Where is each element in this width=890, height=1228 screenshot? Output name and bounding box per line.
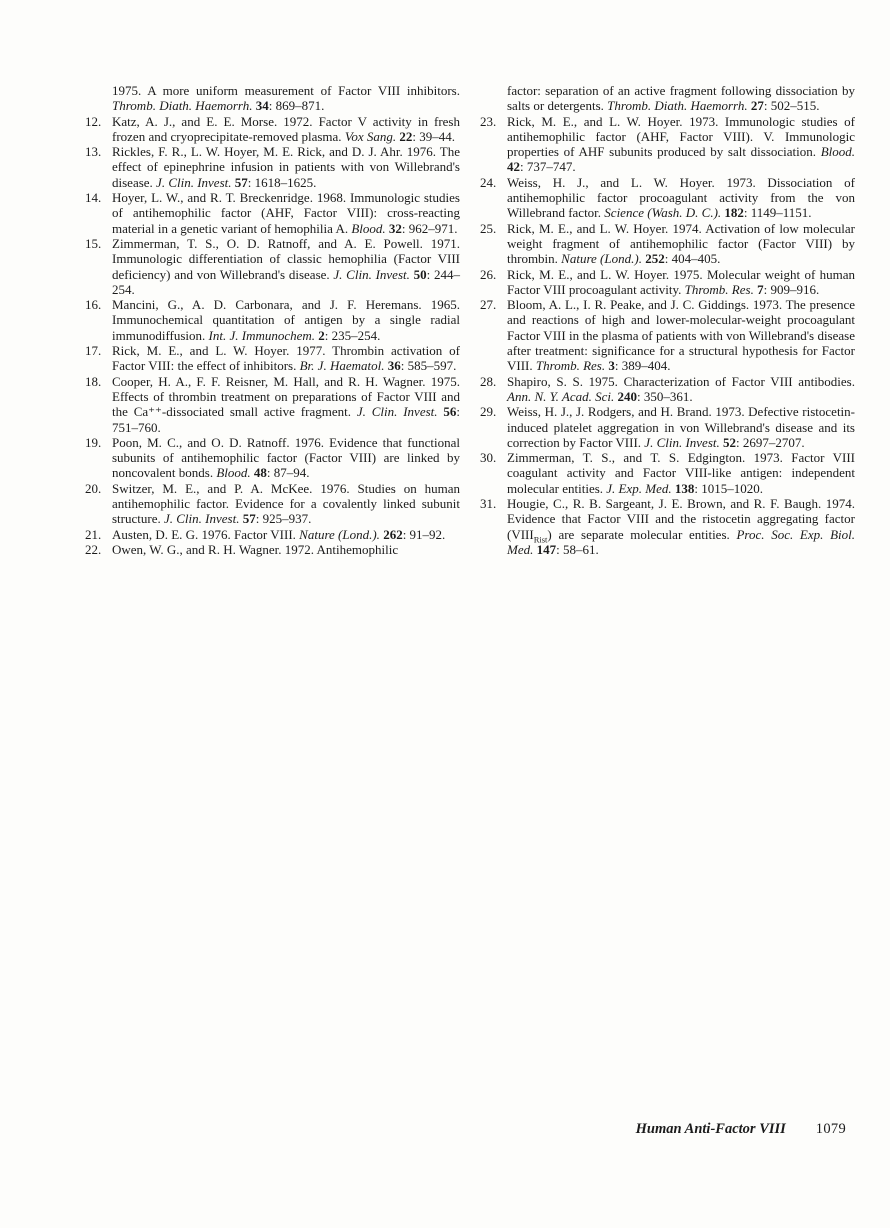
reference-text: Rick, M. E., and L. W. Hoyer. 1974. Activation of low molecular weight fragment of antihemophilic factor (Factor VIII) by thrombin. Nature (Lond.). 252: 404–405. (507, 220, 855, 267)
reference-text: Rick, M. E., and L. W. Hoyer. 1977. Thrombin activation of Factor VIII: the effect of inhibitors. Br. J. Haematol. 36: 585–597. (112, 343, 460, 374)
reference-item (85, 374, 460, 435)
reference-number: 18. (85, 373, 102, 389)
reference-number: 31. (480, 496, 497, 512)
reference-text: Switzer, M. E., and P. A. McKee. 1976. Studies on human antihemophilic factor. Evidence for a covalently linked subunit structure. J. Clin. Invest. 57: 925–937. (112, 480, 460, 527)
reference-text: 1975. A more uniform measurement of Factor VIII inhibitors. Thromb. Diath. Haemorrh. 34: 869–871. (112, 83, 460, 114)
reference-item (85, 527, 460, 542)
reference-item (85, 435, 460, 481)
reference-item (85, 343, 460, 374)
reference-item (480, 496, 855, 557)
reference-text: Bloom, A. L., I. R. Peake, and J. C. Giddings. 1973. The presence and reactions of high and lower-molecular-weight procoagulant Factor VIII in the plasma of patients with von Willebrand's disease after treatment: significance for a structural hypothesis for Factor VIII. Thromb. Res. 3: 389–404. (507, 297, 855, 374)
reference-item (85, 114, 460, 145)
reference-number: 16. (85, 297, 102, 313)
reference-number: 25. (480, 220, 497, 236)
reference-item (480, 450, 855, 496)
reference-text: Weiss, H. J., J. Rodgers, and H. Brand. 1973. Defective ristocetin-induced platelet aggregation in von Willebrand's disease and its correction by Factor VIII. J. Clin. Invest. 52: 2697–2707. (507, 404, 855, 450)
reference-item (480, 297, 855, 373)
reference-text: factor: separation of an active fragment following dissociation by salts or detergents. Thromb. Diath. Haemorrh. 27: 502–515. (507, 83, 855, 114)
reference-number: 15. (85, 235, 102, 251)
reference-item (85, 236, 460, 297)
reference-item (480, 374, 855, 405)
reference-text: Katz, A. J., and E. E. Morse. 1972. Factor V activity in fresh frozen and cryoprecipitate-removed plasma. Vox Sang. 22: 39–44. (112, 113, 460, 144)
reference-number: 17. (85, 343, 102, 359)
reference-number: 14. (85, 190, 102, 206)
reference-number: 29. (480, 404, 497, 420)
reference-item (85, 297, 460, 343)
reference-item (480, 221, 855, 267)
reference-number: 30. (480, 450, 497, 466)
reference-item (85, 190, 460, 236)
reference-text: Zimmerman, T. S., and T. S. Edgington. 1973. Factor VIII coagulant activity and Factor VIII-like antigen: independent molecular entities. J. Exp. Med. 138: 1015–1020. (507, 450, 855, 496)
reference-number: 22. (85, 541, 102, 557)
reference-number: 24. (480, 174, 497, 190)
references-column-right (480, 83, 855, 557)
reference-continuation (85, 83, 460, 114)
page-footer (636, 1121, 846, 1138)
reference-item (480, 175, 855, 221)
reference-item (85, 481, 460, 527)
reference-number: 20. (85, 480, 102, 496)
reference-text: Hougie, C., R. B. Sargeant, J. E. Brown, and R. F. Baugh. 1974. Evidence that Factor VIII and the ristocetin aggregating factor $(VIII_{Rist})$ are separate molecular entities. Proc. Soc. Exp. Biol. Med. 147: 58–61. (507, 496, 855, 557)
references-column-left (85, 83, 460, 557)
reference-number: 21. (85, 526, 102, 542)
reference-number: 26. (480, 266, 497, 282)
reference-item (480, 404, 855, 450)
reference-text: Owen, W. G., and R. H. Wagner. 1972. Antihemophilic (112, 541, 399, 557)
reference-text: Rick, M. E., and L. W. Hoyer. 1975. Molecular weight of human Factor VIII procoagulant activity. Thromb. Res. 7: 909–916. (507, 266, 855, 297)
reference-item (85, 144, 460, 190)
reference-text: Austen, D. E. G. 1976. Factor VIII. Nature (Lond.). 262: 91–92. (112, 526, 446, 542)
reference-text: Rick, M. E., and L. W. Hoyer. 1973. Immunologic studies of antihemophilic factor (AHF, Factor VIII). V. Immunologic properties of AHF subunits produced by salt dissociation. Blood. 42: 737–747. (507, 113, 855, 175)
reference-text: Mancini, G., A. D. Carbonara, and J. F. Heremans. 1965. Immunochemical quantitation of antigen by a single radial immunodiffusion. Int. J. Immunochem. 2: 235–254. (112, 297, 460, 343)
reference-text: Cooper, H. A., F. F. Reisner, M. Hall, and R. H. Wagner. 1975. Effects of thrombin treatment on preparations of Factor VIII and the Ca⁺⁺-dissociated small active fragment. J. Clin. Invest. 56: 751–760. (112, 373, 460, 435)
reference-number: 27. (480, 297, 497, 313)
page-number: 1079 (815, 1121, 846, 1137)
reference-number: 28. (480, 373, 497, 389)
reference-number: 12. (85, 113, 102, 129)
reference-number: 19. (85, 434, 102, 450)
running-title: Human Anti-Factor VIII (635, 1121, 786, 1137)
reference-item (480, 114, 855, 175)
reference-text: Shapiro, S. S. 1975. Characterization of Factor VIII antibodies. Ann. N. Y. Acad. Sci. 240: 350–361. (507, 373, 855, 404)
reference-text: Hoyer, L. W., and R. T. Breckenridge. 1968. Immunologic studies of antihemophilic factor (AHF, Factor VIII): cross-reacting material in a genetic variant of hemophilia A. Blood. 32: 962–971. (112, 190, 460, 236)
reference-item (480, 267, 855, 298)
references-section (85, 83, 855, 557)
reference-continuation (480, 83, 855, 114)
reference-number: 13. (85, 144, 102, 160)
reference-text: Zimmerman, T. S., O. D. Ratnoff, and A. E. Powell. 1971. Immunologic differentiation of classic hemophilia (Factor VIII deficiency) and von Willebrand's disease. J. Clin. Invest. 50: 244–254. (112, 235, 460, 297)
reference-text: Rickles, F. R., L. W. Hoyer, M. E. Rick, and D. J. Ahr. 1976. The effect of epinephrine infusion in patients with von Willebrand's disease. J. Clin. Invest. 57: 1618–1625. (112, 144, 460, 190)
reference-text: Weiss, H. J., and L. W. Hoyer. 1973. Dissociation of antihemophilic factor procoagulant activity from the von Willebrand factor. Science (Wash. D. C.). 182: 1149–1151. (507, 174, 855, 221)
reference-number: 23. (480, 113, 497, 129)
reference-text: Poon, M. C., and O. D. Ratnoff. 1976. Evidence that functional subunits of antihemophilic factor (Factor VIII) are linked by noncovalent bonds. Blood. 48: 87–94. (112, 434, 460, 481)
reference-item (85, 542, 460, 557)
